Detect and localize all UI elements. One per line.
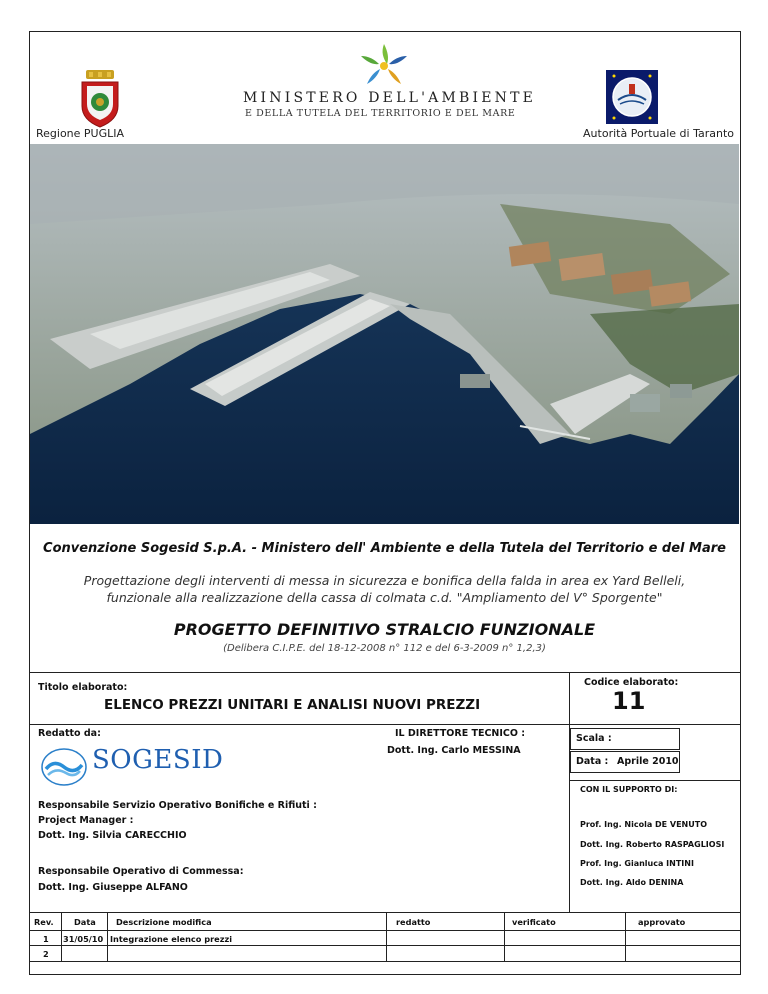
codice-label: Codice elaborato: — [584, 677, 679, 688]
redatto-header: redatto — [396, 917, 431, 927]
grid-line — [107, 912, 108, 961]
scala-label: Scala : — [576, 733, 612, 744]
codice-value: 11 — [612, 687, 646, 715]
data-label: Data : — [576, 756, 609, 767]
titolo-value: ELENCO PREZZI UNITARI E ANALISI NUOVI PREZZI — [104, 697, 481, 713]
data-header: Data — [74, 917, 96, 927]
ministry-subtitle: E DELLA TUTELA DEL TERRITORIO E DEL MARE — [245, 108, 516, 119]
approvato-header: approvato — [638, 917, 686, 927]
delibera-note: (Delibera C.I.P.E. del 18-12-2008 n° 112 e del 6-3-2009 n° 1,2,3) — [223, 643, 546, 654]
grid-line — [30, 912, 740, 913]
project-manager-title: Project Manager : — [38, 815, 134, 826]
project-manager-name: Dott. Ing. Silvia CARECCHIO — [38, 830, 187, 841]
director-title: IL DIRETTORE TECNICO : — [395, 728, 526, 739]
autorita-label: Autorità Portuale di Taranto — [583, 127, 734, 140]
project-description-line1: Progettazione degli interventi di messa in sicurezza e bonifica della falda in area ex Yard Belleli, — [83, 573, 686, 588]
support-member: Prof. Ing. Gianluca INTINI — [580, 859, 694, 868]
support-member: Dott. Ing. Aldo DENINA — [580, 878, 684, 887]
rev-header: Rev. — [34, 917, 54, 927]
table-row-rev: 2 — [43, 949, 49, 959]
sogesid-logo-text: SOGESID — [92, 745, 224, 775]
grid-line — [30, 945, 740, 946]
grid-line — [30, 672, 740, 673]
support-member: Dott. Ing. Roberto RASPAGLIOSI — [580, 840, 725, 849]
table-row-desc: Integrazione elenco prezzi — [110, 934, 233, 944]
support-label: CON IL SUPPORTO DI: — [580, 785, 678, 794]
support-member: Prof. Ing. Nicola DE VENUTO — [580, 820, 707, 829]
sogesid-wave-logo-icon — [40, 747, 88, 787]
regione-label: Regione PUGLIA — [36, 127, 125, 140]
project-description — [30, 572, 739, 606]
redatto-label: Redatto da: — [38, 728, 101, 739]
aerial-port-photo — [30, 144, 739, 524]
grid-line — [569, 780, 740, 781]
ministry-star-logo-icon — [357, 42, 411, 88]
grid-line — [625, 912, 626, 961]
autorita-portuale-logo-icon — [606, 70, 658, 124]
resp-commessa-name: Dott. Ing. Giuseppe ALFANO — [38, 882, 188, 893]
director-name: Dott. Ing. Carlo MESSINA — [387, 745, 521, 756]
grid-line — [386, 912, 387, 961]
project-description-line2: funzionale alla realizzazione della cassa di colmata c.d. "Ampliamento del V° Sporgente" — [106, 590, 663, 605]
table-row-rev: 1 — [43, 934, 49, 944]
regione-puglia-crest-icon — [76, 70, 124, 128]
grid-line — [569, 672, 570, 912]
grid-line — [30, 961, 740, 962]
convention-title: Convenzione Sogesid S.p.A. - Ministero dell' Ambiente e della Tutela del Territorio e del Mare — [43, 541, 726, 556]
resp-bonifiche-title: Responsabile Servizio Operativo Bonifiche e Rifiuti : — [38, 800, 317, 811]
grid-line — [30, 930, 740, 931]
table-row-data: 31/05/10 — [63, 934, 104, 944]
verificato-header: verificato — [512, 917, 556, 927]
grid-line — [30, 724, 740, 725]
main-title: PROGETTO DEFINITIVO STRALCIO FUNZIONALE — [173, 620, 596, 639]
grid-line — [61, 912, 62, 961]
resp-commessa-title: Responsabile Operativo di Commessa: — [38, 866, 244, 877]
grid-line — [504, 912, 505, 961]
ministry-name: MINISTERO DELL'AMBIENTE — [243, 90, 537, 106]
titolo-label: Titolo elaborato: — [38, 682, 128, 693]
data-value: Aprile 2010 — [617, 756, 679, 767]
descrizione-header: Descrizione modifica — [116, 917, 212, 927]
